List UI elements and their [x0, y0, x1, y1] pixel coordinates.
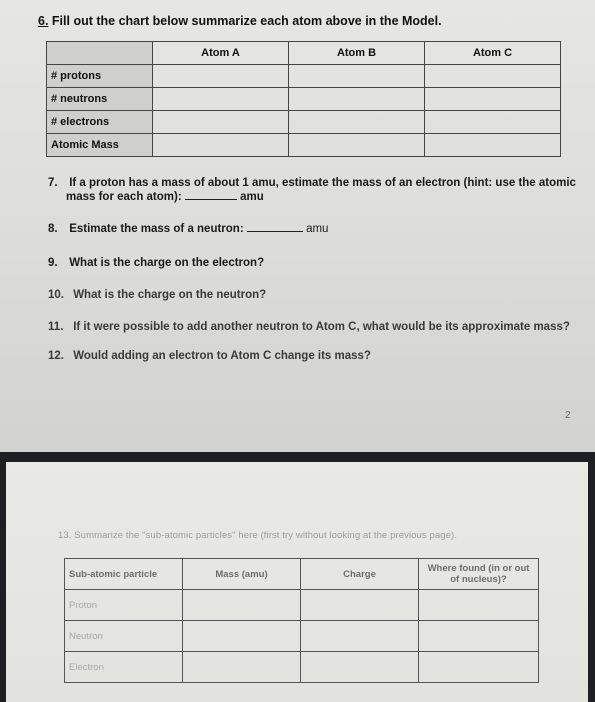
table-row [65, 652, 539, 683]
question-8-number: 8. [48, 223, 58, 235]
question-10-number: 10. [48, 289, 64, 301]
cell-electrons-atom-b[interactable] [289, 111, 425, 134]
cell-neutron-location[interactable] [419, 621, 539, 652]
question-8-unit: amu [306, 223, 329, 235]
question-12-number: 12. [48, 350, 64, 362]
cell-neutrons-atom-c[interactable] [425, 88, 561, 111]
row-label-proton: Proton [65, 590, 183, 621]
question-12-text: Would adding an electron to Atom C change its mass? [73, 350, 371, 362]
question-8 [48, 223, 328, 235]
cell-protons-atom-b[interactable] [289, 65, 425, 88]
cell-proton-location[interactable] [419, 590, 539, 621]
cell-electrons-atom-c[interactable] [425, 111, 561, 134]
row-label-neutron: Neutron [65, 621, 183, 652]
header-atom-b: Atom B [289, 42, 425, 65]
cell-neutrons-atom-a[interactable] [153, 88, 289, 111]
cell-neutron-mass[interactable] [183, 621, 301, 652]
question-9-number: 9. [48, 257, 58, 269]
cell-electron-charge[interactable] [301, 652, 419, 683]
question-10-text: What is the charge on the neutron? [73, 289, 267, 301]
question-9 [48, 257, 264, 269]
table-row [47, 111, 561, 134]
header-subatomic-particle: Sub-atomic particle [65, 559, 183, 590]
page-number: 2 [565, 410, 571, 421]
table-row [65, 590, 539, 621]
question-6 [38, 14, 442, 28]
cell-neutron-charge[interactable] [301, 621, 419, 652]
atom-table-corner-cell [47, 42, 153, 65]
table-row [47, 88, 561, 111]
cell-proton-charge[interactable] [301, 590, 419, 621]
question-6-number: 6. [38, 14, 49, 28]
subatomic-table-header-row [65, 559, 539, 590]
question-7-line-2: mass for each atom): [66, 191, 182, 203]
question-13: 13. Summarize the "sub-atomic particles" here (first try without looking at the previous page). [58, 530, 458, 541]
atom-table-header-row [47, 42, 561, 65]
question-7-line-1: If a proton has a mass of about 1 amu, estimate the mass of an electron (hint: use the atomic [69, 177, 576, 189]
cell-protons-atom-c[interactable] [425, 65, 561, 88]
question-12 [48, 350, 371, 362]
atom-summary-table [46, 41, 561, 157]
row-label-protons: # protons [47, 65, 153, 88]
question-7-number: 7. [48, 177, 58, 189]
question-11-number: 11. [48, 321, 64, 333]
header-atom-a: Atom A [153, 42, 289, 65]
table-row [47, 65, 561, 88]
question-8-text: Estimate the mass of a neutron: [69, 223, 244, 235]
question-11-text: If it were possible to add another neutron to Atom C, what would be its approximate mass? [73, 321, 570, 333]
row-label-electrons: # electrons [47, 111, 153, 134]
subatomic-particles-table [64, 558, 539, 683]
question-7-unit: amu [240, 191, 264, 203]
cell-neutrons-atom-b[interactable] [289, 88, 425, 111]
cell-mass-atom-a[interactable] [153, 134, 289, 157]
header-where-found: Where found (in or out of nucleus)? [419, 559, 539, 590]
question-6-text: Fill out the chart below summarize each atom above in the Model. [51, 14, 442, 28]
question-10 [48, 289, 266, 301]
header-atom-c: Atom C [425, 42, 561, 65]
cell-electron-mass[interactable] [183, 652, 301, 683]
question-9-text: What is the charge on the electron? [69, 257, 265, 269]
row-label-electron: Electron [65, 652, 183, 683]
cell-protons-atom-a[interactable] [153, 65, 289, 88]
cell-electron-location[interactable] [419, 652, 539, 683]
question-7 [48, 176, 576, 204]
question-11 [48, 321, 570, 333]
row-label-atomic-mass: Atomic Mass [47, 134, 153, 157]
question-8-answer-blank[interactable] [247, 231, 303, 232]
cell-mass-atom-b[interactable] [289, 134, 425, 157]
question-7-answer-blank[interactable] [185, 199, 237, 200]
worksheet-page-2 [6, 462, 588, 702]
header-mass-amu: Mass (amu) [183, 559, 301, 590]
row-label-neutrons: # neutrons [47, 88, 153, 111]
cell-proton-mass[interactable] [183, 590, 301, 621]
header-charge: Charge [301, 559, 419, 590]
cell-electrons-atom-a[interactable] [153, 111, 289, 134]
table-row [47, 134, 561, 157]
table-row [65, 621, 539, 652]
cell-mass-atom-c[interactable] [425, 134, 561, 157]
